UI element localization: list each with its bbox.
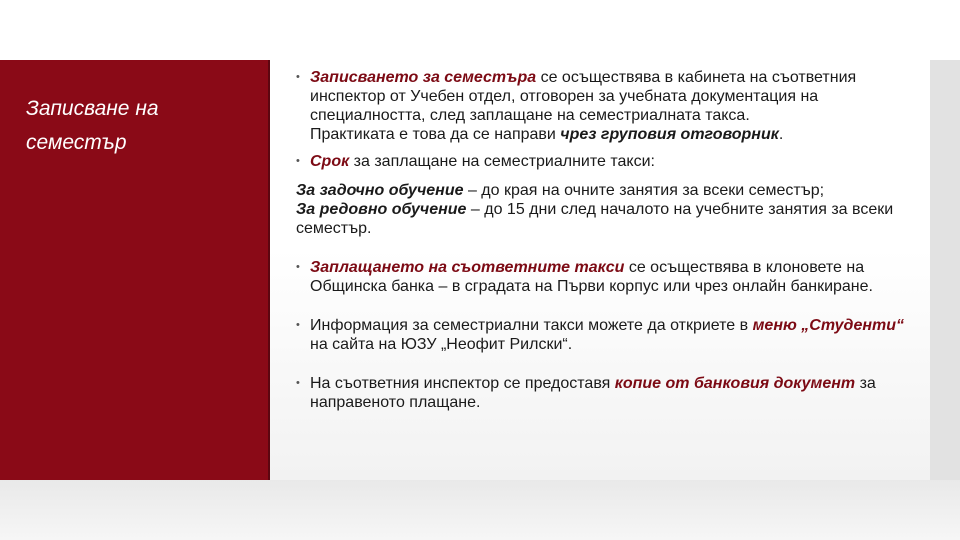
emphasis-text: Заплащането на съответните такси xyxy=(310,259,625,276)
bullet-icon: • xyxy=(296,377,300,389)
list-item-info xyxy=(296,316,922,354)
item-text: за заплащане на семестриалните такси: xyxy=(349,153,655,170)
list-item-enrollment xyxy=(296,68,922,144)
bullet-icon: • xyxy=(296,155,300,167)
list-item-inspector xyxy=(296,374,922,412)
bold-text: чрез груповия отговорник xyxy=(560,126,779,143)
right-side-strip xyxy=(930,60,960,480)
paragraph-full-time xyxy=(296,200,922,238)
title-panel xyxy=(0,60,270,480)
students-menu-link[interactable]: меню „Студенти“ xyxy=(752,317,905,334)
emphasis-text: Записването за семестъра xyxy=(310,69,537,86)
list-item-payment xyxy=(296,258,922,296)
bullet-icon: • xyxy=(296,261,300,273)
emphasis-text: копие от банковия документ xyxy=(614,375,856,392)
bullet-icon: • xyxy=(296,319,300,331)
title-line-2: семестър xyxy=(26,131,127,154)
bullet-icon: • xyxy=(296,71,300,83)
item-end: на сайта на ЮЗУ „Неофит Рилски“. xyxy=(310,336,573,353)
item-text: Информация за семестриални такси можете да откриете в xyxy=(310,317,753,334)
emphasis-text: Срок xyxy=(310,153,350,170)
item-text: На съответния инспектор се предоставя xyxy=(310,375,615,392)
title-line-1: Записване на xyxy=(26,97,159,120)
item-text-2: Практиката е това да се направи xyxy=(310,126,561,143)
list-item-deadline xyxy=(296,152,922,171)
bold-text: За задочно обучение xyxy=(296,182,464,199)
bold-text: За редовно обучение xyxy=(296,201,467,218)
content-body xyxy=(296,68,922,412)
paragraph-part-time xyxy=(296,181,922,200)
item-end: за направеното плащане. xyxy=(310,375,876,411)
content-panel xyxy=(270,60,930,480)
bottom-band xyxy=(0,480,960,540)
item-text: се осъществява в кабинета на съответния инспектор от Учебен отдел, отговорен за учебната документация на специалността, след заплащане на семестриалната такса. xyxy=(310,69,857,124)
paragraph-text: – до 15 дни след началото на учебните занятия за всеки семестър. xyxy=(296,201,894,237)
item-text: се осъществява в клоновете на Общинска банка – в сградата на Първи корпус или чрез онлайн банкиране. xyxy=(310,259,873,295)
paragraph-text: – до края на очните занятия за всеки семестър; xyxy=(463,182,825,199)
slide-title xyxy=(26,92,246,160)
item-end: . xyxy=(778,126,784,143)
